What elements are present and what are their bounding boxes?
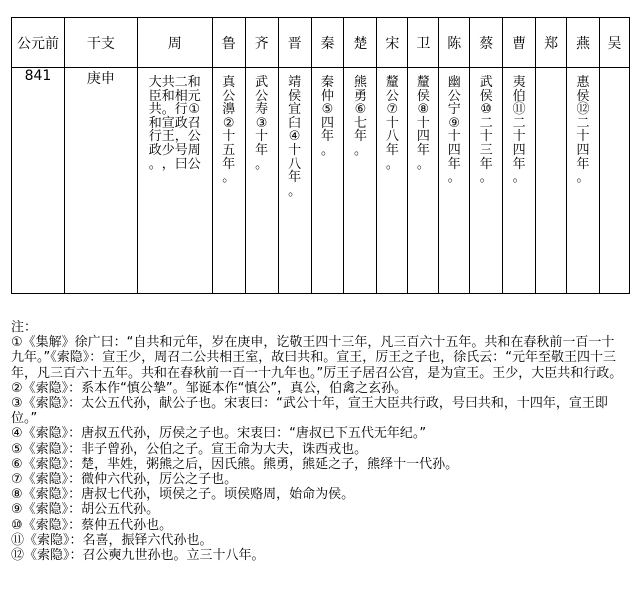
text-column: 釐 公 ⑦ 十 八 年 。 <box>385 75 399 172</box>
header-cell: 郑 <box>536 18 567 68</box>
text-column: 熊 勇 ⑥ 七 年 。 <box>353 75 367 158</box>
cell-chu <box>344 68 377 294</box>
header-cell: 楚 <box>344 18 377 68</box>
note-item: ③《索隐》：太公五代孙，献公子也。宋衷曰：“武公十年，宣王大臣共行政，号曰共和，十四年，宣王即位。” <box>11 396 608 427</box>
cell-lu <box>212 68 245 294</box>
header-cell: 秦 <box>311 18 344 68</box>
note-item: ②《索隐》：系本作“慎公摯”。邹诞本作“慎公”，真公，伯禽之玄孙。 <box>11 380 408 396</box>
cell-cao <box>503 68 536 294</box>
cell-wu <box>599 68 629 294</box>
year-cell: 841 <box>12 68 65 294</box>
text-column: 惠 侯 ⑫ 二 十 四 年 。 <box>576 75 590 186</box>
vertical-text <box>138 68 212 171</box>
header-row <box>12 18 630 68</box>
text-column: 和 元 ① 召 公 周 公 <box>187 75 201 172</box>
header-cell: 晋 <box>278 18 311 68</box>
text-column: 幽 公 宁 ⑨ 十 四 年 。 <box>447 75 461 186</box>
header-cell: 燕 <box>567 18 600 68</box>
year-row <box>12 68 630 294</box>
text-column: 夷 伯 ⑪ 二 十 四 年 。 <box>512 75 526 186</box>
header-cell: 公元前 <box>12 18 65 68</box>
note-item: ⑨《索隐》：胡公五代孙。 <box>11 502 160 518</box>
chronology-table <box>11 17 630 294</box>
note-item: ⑩《索隐》：蔡仲五代孙也。 <box>11 517 173 533</box>
header-cell: 宋 <box>377 18 408 68</box>
cell-song <box>377 68 408 294</box>
header-cell: 周 <box>137 18 212 68</box>
cell-jin <box>278 68 311 294</box>
note-item: ⑦《索隐》：微仲六代孙，厉公之子也。 <box>11 472 238 488</box>
header-cell: 卫 <box>408 18 439 68</box>
text-column: 靖 侯 宜 臼 ④ 十 八 年 。 <box>288 75 302 199</box>
header-cell: 蔡 <box>470 18 503 68</box>
text-column: 大 臣 共 和 行 政 。 <box>148 75 162 172</box>
vertical-text <box>377 68 407 171</box>
header-cell: 鲁 <box>212 18 245 68</box>
note-item: ⑤《索隐》：非子曾孙，公伯之子。宣王命为大夫，诛西戎也。 <box>11 441 368 457</box>
vertical-text <box>470 68 502 185</box>
cell-chen <box>439 68 470 294</box>
header-cell: 齐 <box>245 18 278 68</box>
cell-yan <box>567 68 600 294</box>
vertical-text <box>567 68 599 185</box>
cell-wei <box>408 68 439 294</box>
cell-zheng <box>536 68 567 294</box>
cell-qi <box>245 68 278 294</box>
header-cell: 干支 <box>64 18 137 68</box>
text-column: 真 公 濞 ② 十 五 年 。 <box>222 75 236 186</box>
vertical-text <box>246 68 278 171</box>
vertical-text <box>536 68 566 76</box>
cell-zhou <box>137 68 212 294</box>
vertical-text <box>503 68 535 185</box>
text-column: 釐 侯 ⑧ 十 四 年 。 <box>416 75 430 172</box>
text-column: 秦 仲 ⑤ 四 年 。 <box>321 75 335 158</box>
text-column: 二 相 行 政 ， 号 曰 <box>174 75 188 172</box>
vertical-text <box>439 68 469 185</box>
text-column: 武 侯 ⑩ 二 十 三 年 。 <box>479 75 493 186</box>
cell-qin <box>311 68 344 294</box>
vertical-text <box>213 68 245 185</box>
vertical-text <box>279 68 311 198</box>
note-item: ⑫《索隐》：召公奭九世孙也。立三十八年。 <box>11 548 265 564</box>
text-column: 共 和 。 宣 王 少 ， <box>161 75 175 172</box>
note-item: ⑪《索隐》：名喜，振铎六代孙也。 <box>11 532 213 548</box>
note-item: ⑧《索隐》：唐叔七代孙，顷侯之子。顷侯赂周，始命为侯。 <box>11 487 355 503</box>
note-item: ⑥《索隐》：楚，芈姓，粥熊之后，因氏熊。熊勇，熊延之子，熊绎十一代孙。 <box>11 456 459 472</box>
vertical-text <box>344 68 376 158</box>
header-cell: 曹 <box>503 18 536 68</box>
text-column: 武 公 寿 ③ 十 年 。 <box>255 75 269 172</box>
vertical-text <box>600 68 629 76</box>
vertical-text <box>408 68 438 171</box>
notes-section <box>11 320 623 563</box>
header-cell: 陈 <box>439 18 470 68</box>
cell-cai <box>470 68 503 294</box>
header-cell: 吴 <box>599 18 629 68</box>
vertical-text <box>312 68 344 158</box>
note-item: ④《索隐》：唐叔五代孙，厉侯之子也。宋衷曰：“唐叔已下五代无年纪。” <box>11 426 427 442</box>
notes-heading: 注： <box>11 320 38 335</box>
ganzhi-cell: 庚申 <box>64 68 137 294</box>
note-item: ①《集解》徐广曰：“自共和元年，岁在庚申，讫敬王四十三年，凡三百六十五年。共和在春秋前一百一十九年。”《索隐》：宣王少，周召二公共相王室，故曰共和。宣王，厉王之子也，徐氏云：“元年至敬王四十三年，凡三百六十五年。共和在春秋前一百一十九年也。”厉王子居召公宫，是为宣王。王少，大臣共和行政。 <box>11 335 623 381</box>
